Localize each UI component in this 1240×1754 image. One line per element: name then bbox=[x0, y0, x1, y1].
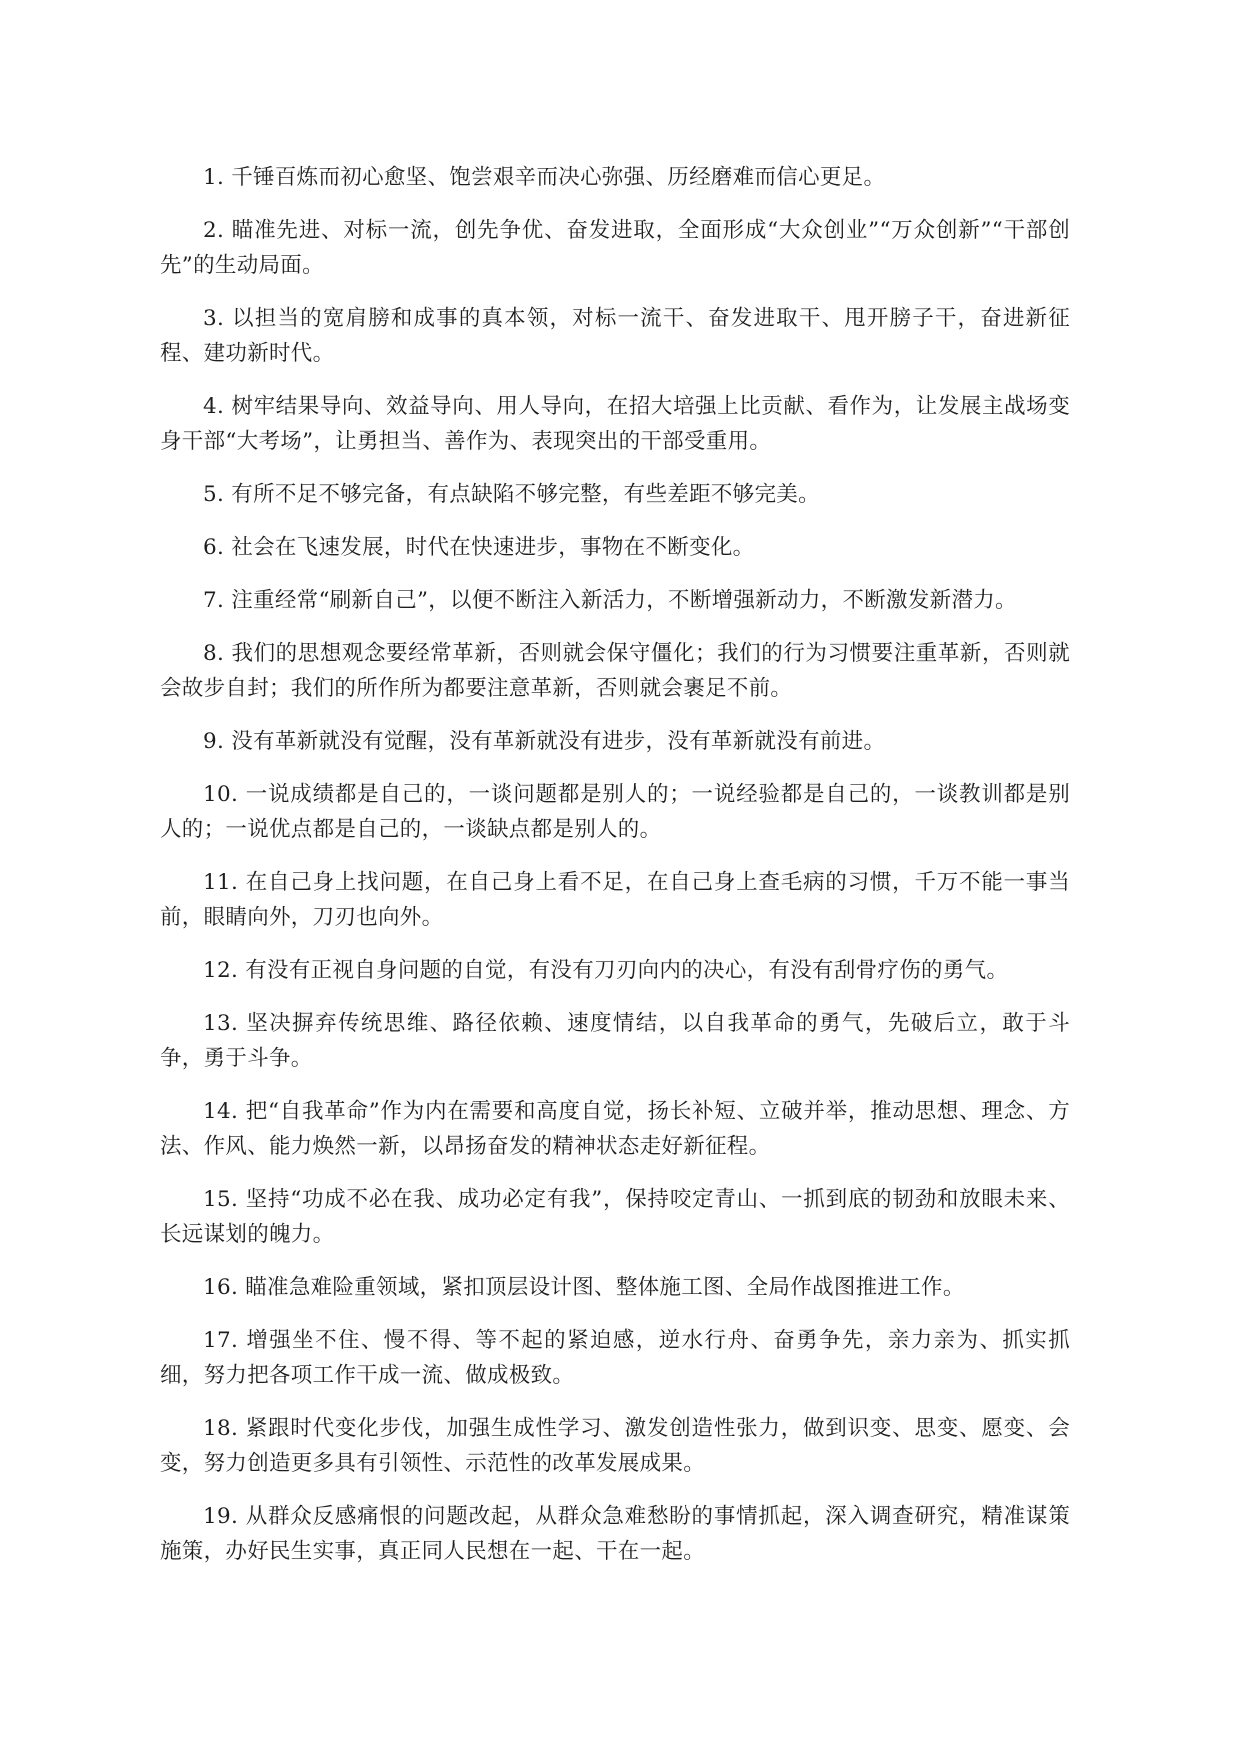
paragraph-18 bbox=[160, 1411, 1070, 1481]
paragraph-17 bbox=[160, 1323, 1070, 1393]
item-text: 从群众反感痛恨的问题改起，从群众急难愁盼的事情抓起，深入调查研究，精准谋策施策，办好民生实事，真正同人民想在一起、干在一起。 bbox=[160, 1504, 1070, 1564]
item-text: 社会在飞速发展，时代在快速进步，事物在不断变化。 bbox=[231, 535, 755, 560]
item-text: 把“自我革命”作为内在需要和高度自觉，扬长补短、立破并举，推动思想、理念、方法、作风、能力焕然一新，以昂扬奋发的精神状态走好新征程。 bbox=[160, 1099, 1070, 1159]
item-number: 1. bbox=[203, 165, 225, 190]
paragraph-1 bbox=[160, 160, 1070, 195]
item-text: 瞄准急难险重领域，紧扣顶层设计图、整体施工图、全局作战图推进工作。 bbox=[245, 1275, 965, 1300]
paragraph-15 bbox=[160, 1182, 1070, 1252]
item-number: 9. bbox=[203, 729, 225, 754]
item-text: 坚持“功成不必在我、成功必定有我”，保持咬定青山、一抓到底的韧劲和放眼未来、长远谋划的魄力。 bbox=[160, 1187, 1070, 1247]
item-number: 18. bbox=[203, 1416, 239, 1441]
paragraph-2 bbox=[160, 213, 1070, 283]
item-text: 我们的思想观念要经常革新，否则就会保守僵化；我们的行为习惯要注重革新，否则就会故步自封；我们的所作所为都要注意革新，否则就会裹足不前。 bbox=[160, 641, 1070, 701]
item-text: 一说成绩都是自己的，一谈问题都是别人的；一说经验都是自己的，一谈教训都是别人的；一说优点都是自己的，一谈缺点都是别人的。 bbox=[160, 782, 1070, 842]
item-text: 紧跟时代变化步伐，加强生成性学习、激发创造性张力，做到识变、思变、愿变、会变，努力创造更多具有引领性、示范性的改革发展成果。 bbox=[160, 1416, 1070, 1476]
item-text: 坚决摒弃传统思维、路径依赖、速度情结，以自我革命的勇气，先破后立，敢于斗争，勇于斗争。 bbox=[160, 1011, 1070, 1071]
item-number: 12. bbox=[203, 958, 239, 983]
item-number: 2. bbox=[203, 218, 225, 243]
item-number: 4. bbox=[203, 394, 225, 419]
item-text: 瞄准先进、对标一流，创先争优、奋发进取，全面形成“大众创业”“万众创新”“干部创先”的生动局面。 bbox=[160, 218, 1071, 278]
item-number: 16. bbox=[203, 1275, 239, 1300]
item-number: 3. bbox=[203, 306, 225, 331]
item-number: 8. bbox=[203, 641, 225, 666]
item-text: 树牢结果导向、效益导向、用人导向，在招大培强上比贡献、看作为，让发展主战场变身干部“大考场”，让勇担当、善作为、表现突出的干部受重用。 bbox=[160, 394, 1070, 454]
paragraph-6 bbox=[160, 530, 1070, 565]
item-number: 17. bbox=[203, 1328, 239, 1353]
item-number: 6. bbox=[203, 535, 225, 560]
paragraph-3 bbox=[160, 301, 1070, 371]
item-text: 以担当的宽肩膀和成事的真本领，对标一流干、奋发进取干、甩开膀子干，奋进新征程、建功新时代。 bbox=[160, 306, 1071, 366]
item-number: 11. bbox=[203, 870, 239, 895]
item-text: 千锤百炼而初心愈坚、饱尝艰辛而决心弥强、历经磨难而信心更足。 bbox=[231, 165, 886, 190]
paragraph-13 bbox=[160, 1006, 1070, 1076]
item-number: 13. bbox=[203, 1011, 239, 1036]
item-text: 有没有正视自身问题的自觉，有没有刀刃向内的决心，有没有刮骨疗伤的勇气。 bbox=[245, 958, 1009, 983]
paragraph-8 bbox=[160, 636, 1070, 706]
paragraph-5 bbox=[160, 477, 1070, 512]
paragraph-4 bbox=[160, 389, 1070, 459]
item-text: 没有革新就没有觉醒，没有革新就没有进步，没有革新就没有前进。 bbox=[231, 729, 886, 754]
document-body bbox=[160, 160, 1070, 1587]
item-text: 增强坐不住、慢不得、等不起的紧迫感，逆水行舟、奋勇争先，亲力亲为、抓实抓细，努力把各项工作干成一流、做成极致。 bbox=[160, 1328, 1070, 1388]
paragraph-11 bbox=[160, 865, 1070, 935]
item-number: 19. bbox=[203, 1504, 239, 1529]
item-number: 15. bbox=[203, 1187, 239, 1212]
item-text: 注重经常“刷新自己”，以便不断注入新活力，不断增强新动力，不断激发新潜力。 bbox=[231, 588, 1017, 613]
paragraph-9 bbox=[160, 724, 1070, 759]
item-number: 14. bbox=[203, 1099, 239, 1124]
paragraph-7 bbox=[160, 583, 1070, 618]
paragraph-19 bbox=[160, 1499, 1070, 1569]
item-number: 7. bbox=[203, 588, 225, 613]
item-number: 5. bbox=[203, 482, 225, 507]
paragraph-14 bbox=[160, 1094, 1070, 1164]
paragraph-10 bbox=[160, 777, 1070, 847]
item-text: 在自己身上找问题，在自己身上看不足，在自己身上查毛病的习惯，千万不能一事当前，眼睛向外，刀刃也向外。 bbox=[160, 870, 1070, 930]
item-text: 有所不足不够完备，有点缺陷不够完整，有些差距不够完美。 bbox=[231, 482, 820, 507]
paragraph-12 bbox=[160, 953, 1070, 988]
paragraph-16 bbox=[160, 1270, 1070, 1305]
item-number: 10. bbox=[203, 782, 239, 807]
